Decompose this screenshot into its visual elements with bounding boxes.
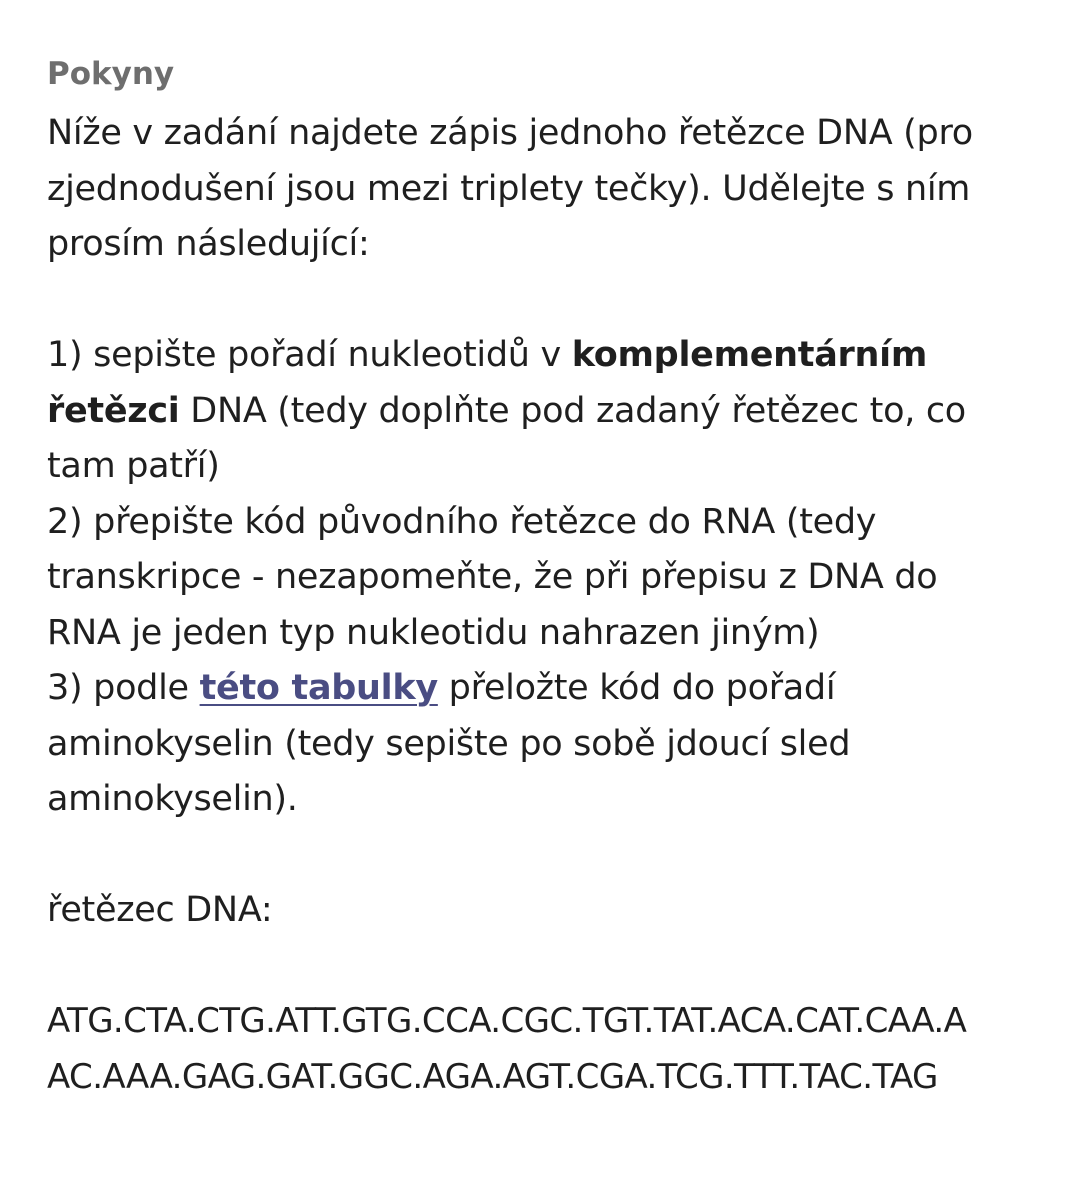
blank-line	[47, 273, 1047, 329]
step-3-suffix: přeložte kód do pořadí	[437, 668, 836, 708]
step-1	[47, 328, 1047, 495]
intro-line: Níže v zadání najdete zápis jednoho řetězce DNA (pro	[47, 113, 973, 153]
step-3-prefix: 3) podle	[47, 668, 200, 708]
step-1-bold-term: komplementárním	[571, 335, 927, 375]
step-3-line: aminokyselin (tedy sepište po sobě jdoucí sled	[47, 723, 851, 764]
step-3-line: aminokyselin).	[47, 779, 298, 819]
step-3	[47, 661, 1047, 828]
dna-sequence-line: AC.AAA.GAG.GAT.GGC.AGA.AGT.CGA.TCG.TTT.TAC.TAG	[47, 1056, 938, 1097]
step-2-line: RNA je jeden typ nukleotidu nahrazen jiným)	[47, 612, 820, 653]
step-1-line: tam patří)	[47, 446, 220, 486]
step-3-line	[47, 661, 1047, 717]
intro-line: prosím následující:	[47, 224, 370, 264]
blank-line	[47, 939, 1047, 995]
section-heading: Pokyny	[47, 56, 175, 92]
intro-line: zjednodušení jsou mezi triplety tečky). Udělejte s ním	[47, 168, 971, 209]
step-1-line	[47, 384, 1047, 440]
blank-line	[47, 828, 1047, 884]
step-2-line: 2) přepište kód původního řetězce do RNA (tedy	[47, 501, 877, 542]
step-1-prefix: 1) sepište pořadí nukleotidů v	[47, 335, 572, 375]
step-1-rest: DNA (tedy doplňte pod zadaný řetězec to, co	[179, 390, 966, 431]
step-2-line: transkripce - nezapomeňte, že při přepisu z DNA do	[47, 557, 938, 597]
intro-paragraph	[47, 106, 1047, 273]
table-link[interactable]: této tabulky	[199, 668, 438, 708]
dna-sequence-line: ATG.CTA.CTG.ATT.GTG.CCA.CGC.TGT.TAT.ACA.CAT.CAA.A	[47, 1001, 967, 1041]
step-1-line	[47, 328, 1047, 384]
step-1-bold-term: řetězci	[47, 390, 180, 431]
dna-label: řetězec DNA:	[47, 890, 273, 930]
step-2	[47, 495, 1047, 662]
dna-sequence	[47, 994, 1047, 1105]
